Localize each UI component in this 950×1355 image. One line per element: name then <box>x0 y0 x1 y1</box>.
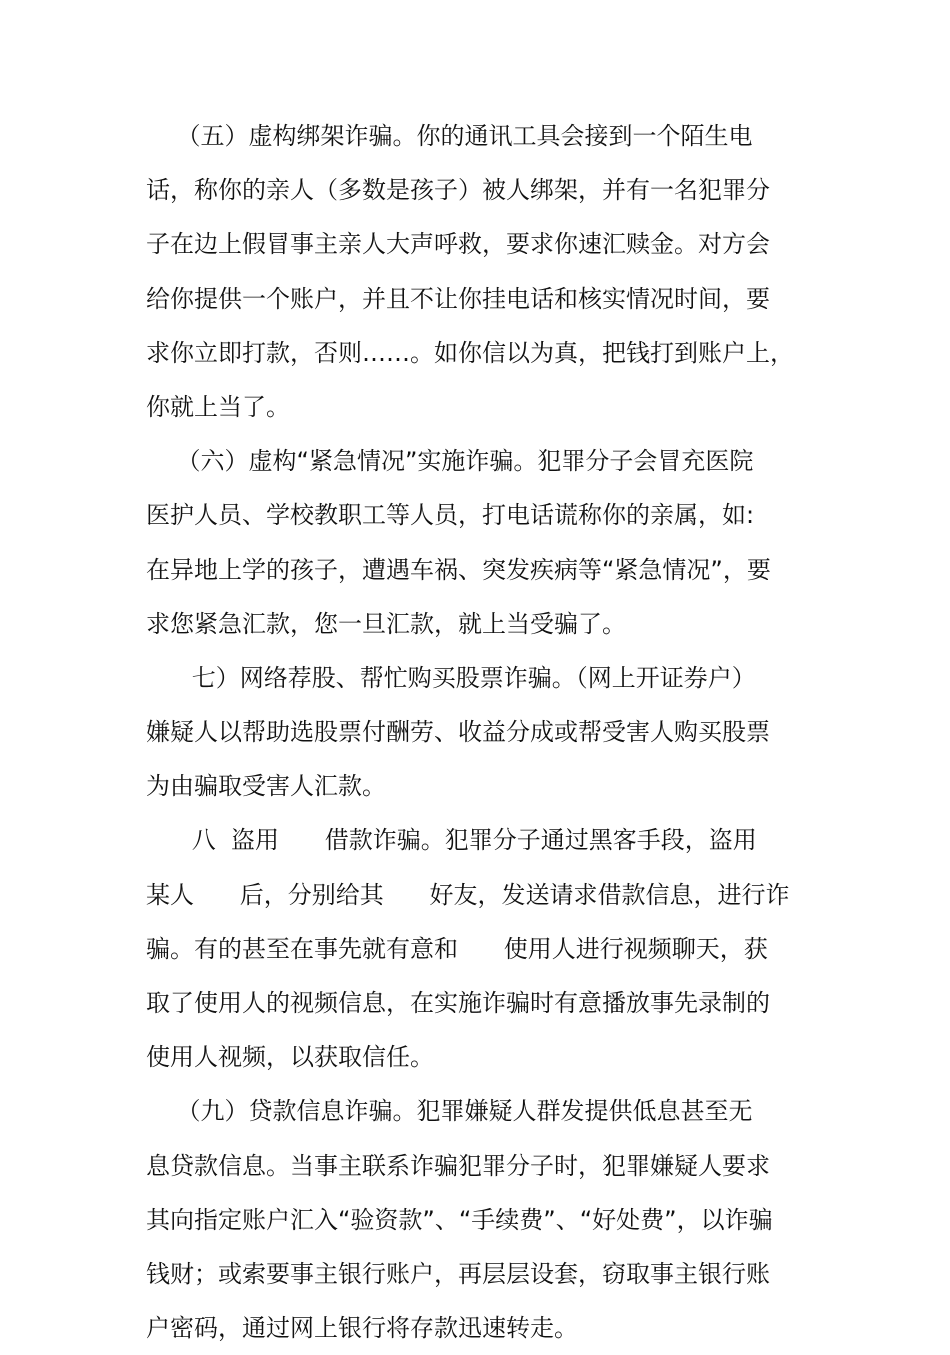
text-line: 你就上当了。 <box>146 392 290 421</box>
text-line: 求您紧急汇款，您一旦汇款，就上当受骗了。 <box>146 609 626 638</box>
text-line: （九）贷款信息诈骗。犯罪嫌疑人群发提供低息甚至无 <box>146 1097 753 1126</box>
text-line: 在异地上学的孩子，遭遇车祸、突发疾病等“紧急情况”，要 <box>146 555 771 584</box>
text-line: 子在边上假冒事主亲人大声呼救，要求你速汇赎金。对方会 <box>146 230 770 259</box>
text-line: 为由骗取受害人汇款。 <box>146 772 386 801</box>
text-line: 钱财；或索要事主银行账户，再层层设套，窃取事主银行账 <box>146 1259 770 1288</box>
text-line: 七）网络荐股、帮忙购买股票诈骗。（网上开证券户） <box>146 663 756 692</box>
document-body <box>146 109 810 1355</box>
text-line: 给你提供一个账户，并且不让你挂电话和核实情况时间，要 <box>146 284 770 313</box>
text-line: 某人 后，分别给其 好友，发送请求借款信息，进行诈 <box>146 880 790 909</box>
text-line: 医护人员、学校教职工等人员，打电话谎称你的亲属，如: <box>146 501 755 530</box>
text-line: （六）虚构“紧急情况”实施诈骗。犯罪分子会冒充医院 <box>146 447 754 476</box>
text-line: 嫌疑人以帮助选股票付酬劳、收益分成或帮受害人购买股票 <box>146 718 770 747</box>
text-line: 户密码，通过网上银行将存款迅速转走。 <box>146 1314 578 1343</box>
text-line: 使用人视频，以获取信任。 <box>146 1043 434 1072</box>
text-line: 八 盗用 借款诈骗。犯罪分子通过黑客手段，盗用 <box>146 826 757 855</box>
text-line: 其向指定账户汇入“验资款”、“手续费”、“好处费”，以诈骗 <box>146 1205 773 1234</box>
text-line: 求你立即打款，否则……。如你信以为真，把钱打到账户上， <box>146 338 794 367</box>
text-line: （五）虚构绑架诈骗。你的通讯工具会接到一个陌生电 <box>146 122 753 150</box>
text-line: 话，称你的亲人（多数是孩子）被人绑架，并有一名犯罪分 <box>146 176 770 205</box>
text-line: 骗。有的甚至在事先就有意和 使用人进行视频聊天，获 <box>146 934 768 963</box>
text-line: 取了使用人的视频信息，在实施诈骗时有意播放事先录制的 <box>146 989 770 1017</box>
text-line: 息贷款信息。当事主联系诈骗犯罪分子时，犯罪嫌疑人要求 <box>146 1151 770 1180</box>
